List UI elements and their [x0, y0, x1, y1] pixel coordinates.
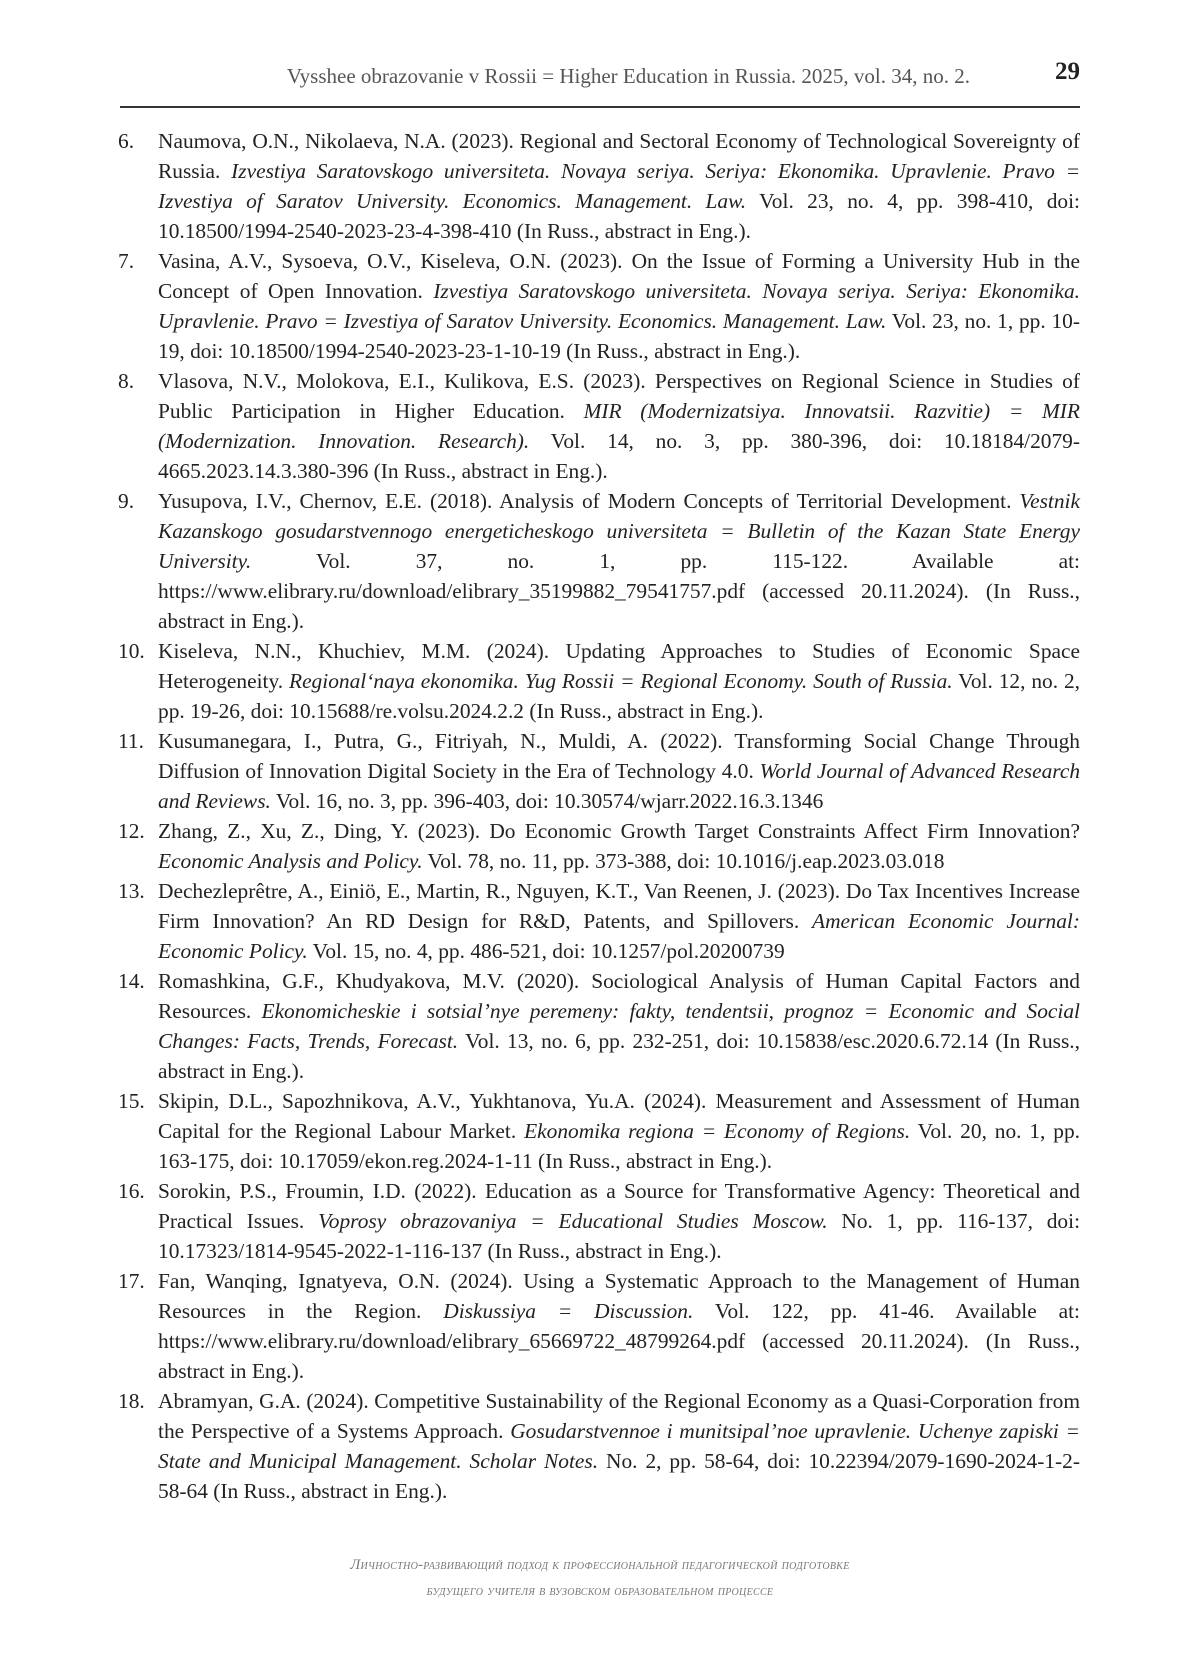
reference-details: Vol. 12, no. 2, pp. 19-26, doi: 10.15688/re.volsu.2024.2.2 (In Russ., abstract in Eng.).: [158, 669, 1081, 723]
reference-authors-title: Kiseleva, N.N., Khuchiev, M.M. (2024). Updating Approaches to Studies of Economic Space Heterogeneity.: [158, 639, 1080, 693]
reference-authors-title: Naumova, O.N., Nikolaeva, N.A. (2023). Regional and Sectoral Economy of Technological Sovereignty of Russia.: [158, 129, 1080, 183]
reference-source: World Journal of Advanced Research and Reviews.: [158, 759, 1081, 813]
reference-number: 16.: [118, 1179, 145, 1203]
reference-item: [118, 636, 1080, 726]
reference-number: 11.: [118, 729, 144, 753]
reference-authors-title: Yusupova, I.V., Chernov, E.E. (2018). Analysis of Modern Concepts of Territorial Development.: [158, 489, 1020, 513]
reference-item: [118, 966, 1080, 1086]
reference-source: Gosudarstvennoe i munitsipal’noe upravlenie. Uchenye zapiski = State and Municipal Management. Scholar Notes.: [158, 1419, 1080, 1473]
reference-authors-title: Romashkina, G.F., Khudyakova, M.V. (2020). Sociological Analysis of Human Capital Factors and Resources.: [158, 969, 1080, 1023]
reference-details: Vol. 122, pp. 41-46. Available at: https://www.elibrary.ru/download/elibrary_65669722_48799264.pdf (accessed 20.11.2024). (In Russ., abstract in Eng.).: [158, 1299, 1080, 1383]
reference-details: No. 1, pp. 116-137, doi: 10.17323/1814-9545-2022-1-116-137 (In Russ., abstract in Eng.).: [158, 1209, 1081, 1263]
reference-number: 17.: [118, 1269, 145, 1293]
reference-item: [118, 126, 1080, 246]
reference-authors-title: Skipin, D.L., Sapozhnikova, A.V., Yukhtanova, Yu.A. (2024). Measurement and Assessment of Human Capital for the Regional Labour Market.: [158, 1089, 1080, 1143]
reference-item: [118, 366, 1080, 486]
reference-number: 12.: [118, 819, 145, 843]
reference-number: 7.: [118, 249, 135, 273]
reference-list: [118, 126, 1080, 1506]
reference-details: Vol. 14, no. 3, pp. 380-396, doi: 10.18184/2079-4665.2023.14.3.380-396 (In Russ., abstract in Eng.).: [158, 429, 1081, 483]
reference-authors-title: Vasina, A.V., Sysoeva, O.V., Kiseleva, O.N. (2023). On the Issue of Forming a University Hub in the Concept of Open Innovation.: [158, 249, 1080, 303]
reference-item: [118, 816, 1080, 876]
reference-source: American Economic Journal: Economic Policy.: [158, 909, 1080, 963]
reference-source: Economic Analysis and Policy.: [158, 849, 423, 873]
reference-source: Izvestiya Saratovskogo universiteta. Novaya seriya. Seriya: Ekonomika. Upravlenie. Pravo = Izvestiya of Saratov University. Economics. Management. Law.: [158, 279, 1081, 333]
reference-details: Vol. 20, no. 1, pp. 163-175, doi: 10.17059/ekon.reg.2024-1-11 (In Russ., abstract in Eng.).: [158, 1119, 1080, 1173]
reference-item: [118, 726, 1080, 816]
reference-details: Vol. 13, no. 6, pp. 232-251, doi: 10.15838/esc.2020.6.72.14 (In Russ., abstract in Eng.).: [158, 1029, 1080, 1083]
reference-details: No. 2, pp. 58-64, doi: 10.22394/2079-1690-2024-1-2-58-64 (In Russ., abstract in Eng.).: [158, 1449, 1081, 1503]
reference-details: Vol. 15, no. 4, pp. 486-521, doi: 10.1257/pol.20200739: [307, 939, 785, 963]
reference-details: Vol. 23, no. 4, pp. 398-410, doi: 10.18500/1994-2540-2023-23-4-398-410 (In Russ., abstract in Eng.).: [158, 189, 1081, 243]
reference-number: 9.: [118, 489, 135, 513]
reference-number: 15.: [118, 1089, 145, 1113]
reference-item: [118, 1266, 1080, 1386]
reference-source: Diskussiya = Discussion.: [443, 1299, 694, 1323]
reference-number: 13.: [118, 879, 145, 903]
reference-number: 10.: [118, 639, 145, 663]
reference-number: 6.: [118, 129, 135, 153]
reference-details: Vol. 16, no. 3, pp. 396-403, doi: 10.30574/wjarr.2022.16.3.1346: [270, 789, 824, 813]
running-footer: [0, 1552, 1200, 1604]
running-header: [120, 58, 1080, 108]
reference-source: Ekonomika regiona = Economy of Regions.: [524, 1119, 911, 1143]
journal-title: Vysshee obrazovanie v Rossii = Higher Education in Russia. 2025, vol. 34, no. 2.: [286, 64, 970, 88]
reference-details: Vol. 23, no. 1, pp. 10-19, doi: 10.18500/1994-2540-2023-23-1-10-19 (In Russ., abstract in Eng.).: [158, 309, 1080, 363]
reference-source: Ekonomicheskie i sotsial’nye peremeny: fakty, tendentsii, prognoz = Economic and Social Changes: Facts, Trends, Forecast.: [158, 999, 1080, 1053]
reference-source: Regional‘naya ekonomika. Yug Rossii = Regional Economy. South of Russia.: [289, 669, 953, 693]
reference-authors-title: Zhang, Z., Xu, Z., Ding, Y. (2023). Do Economic Growth Target Constraints Affect Firm Innovation?: [158, 819, 1080, 843]
reference-authors-title: Sorokin, P.S., Froumin, I.D. (2022). Education as a Source for Transformative Agency: Theoretical and Practical Issues.: [158, 1179, 1080, 1233]
reference-source: Vestnik Kazanskogo gosudarstvennogo energeticheskogo universiteta = Bulletin of the Kazan State Energy University.: [158, 489, 1080, 573]
reference-item: [118, 246, 1080, 366]
reference-item: [118, 876, 1080, 966]
reference-item: [118, 1086, 1080, 1176]
reference-details: Vol. 78, no. 11, pp. 373-388, doi: 10.1016/j.eap.2023.03.018: [422, 849, 945, 873]
footer-line-1: Личностно-развивающий подход к профессиональной педагогической подготовке: [350, 1557, 850, 1573]
reference-number: 14.: [118, 969, 145, 993]
reference-number: 18.: [118, 1389, 145, 1413]
reference-source: MIR (Modernizatsiya. Innovatsii. Razvitie) = MIR (Modernization. Innovation. Research).: [158, 399, 1080, 453]
reference-details: Vol. 37, no. 1, pp. 115-122. Available at: https://www.elibrary.ru/download/elibrary_35199882_79541757.pdf (accessed 20.11.2024). (In Russ., abstract in Eng.).: [158, 549, 1080, 633]
reference-authors-title: Dechezleprêtre, A., Einiö, E., Martin, R., Nguyen, K.T., Van Reenen, J. (2023). Do Tax Incentives Increase Firm Innovation? An RD Design for R&D, Patents, and Spillovers.: [158, 879, 1080, 933]
reference-authors-title: Fan, Wanqing, Ignatyeva, O.N. (2024). Using a Systematic Approach to the Management of Human Resources in the Region.: [158, 1269, 1080, 1323]
reference-authors-title: Kusumanegara, I., Putra, G., Fitriyah, N., Muldi, A. (2022). Transforming Social Change Through Diffusion of Innovation Digital Society in the Era of Technology 4.0.: [158, 729, 1080, 783]
footer-line-2: будущего учителя в вузовском образовательном процессе: [426, 1583, 774, 1599]
page-number: 29: [1055, 58, 1080, 85]
reference-item: [118, 486, 1080, 636]
reference-number: 8.: [118, 369, 135, 393]
reference-authors-title: Abramyan, G.A. (2024). Competitive Sustainability of the Regional Economy as a Quasi-Corporation from the Perspective of a Systems Approach.: [158, 1389, 1080, 1443]
reference-source: Izvestiya Saratovskogo universiteta. Novaya seriya. Seriya: Ekonomika. Upravlenie. Pravo = Izvestiya of Saratov University. Economics. Management. Law.: [158, 159, 1080, 213]
reference-item: [118, 1386, 1080, 1506]
reference-source: Voprosy obrazovaniya = Educational Studies Moscow.: [318, 1209, 828, 1233]
reference-item: [118, 1176, 1080, 1266]
reference-authors-title: Vlasova, N.V., Molokova, E.I., Kulikova, E.S. (2023). Perspectives on Regional Science in Studies of Public Participation in Higher Education.: [158, 369, 1080, 423]
